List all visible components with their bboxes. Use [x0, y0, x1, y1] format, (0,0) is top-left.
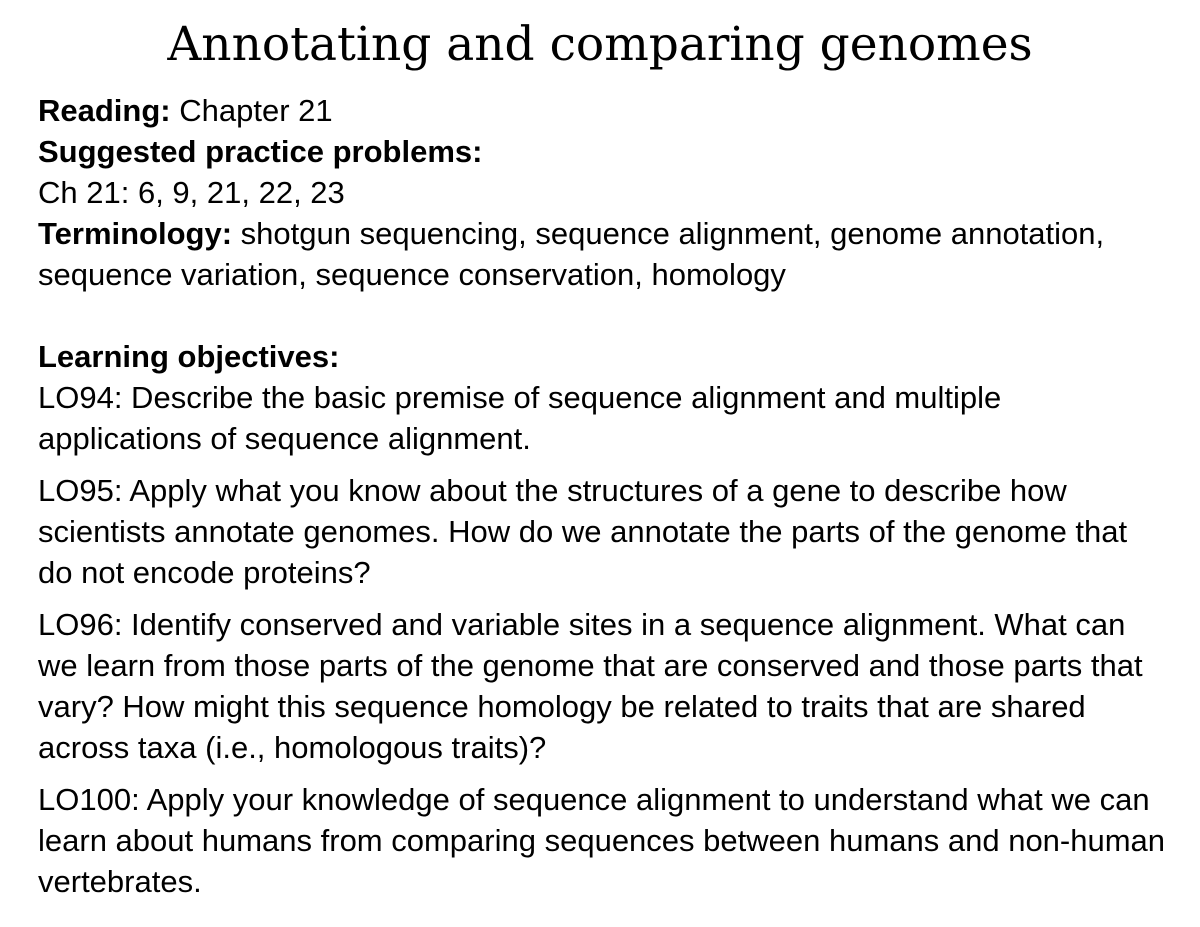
reading-line: [38, 90, 1168, 131]
page-title: Annotating and comparing genomes: [167, 17, 1033, 72]
objectives-heading: Learning objectives:: [38, 339, 340, 374]
objective-lo94: LO94: Describe the basic premise of sequence alignment and multiple applications of sequence alignment.: [38, 380, 1002, 456]
reading-label: Reading:: [38, 93, 171, 128]
terminology-label: Terminology:: [38, 216, 233, 251]
practice-value: Ch 21: 6, 9, 21, 22, 23: [38, 175, 345, 210]
objective-lo96: LO96: Identify conserved and variable sites in a sequence alignment. What can we learn from those parts of the genome that are conserved and those parts that vary? How might this sequence homology be related to traits that are shared across taxa (i.e., homologous traits)?: [38, 607, 1143, 765]
terminology-line: [38, 213, 1168, 295]
terminology-value: shotgun sequencing, sequence alignment, genome annotation, sequence variation, sequence conservation, homology: [38, 216, 1105, 292]
spacer: [38, 295, 1168, 336]
reading-value: Chapter 21: [170, 93, 333, 128]
objective-lo95: LO95: Apply what you know about the structures of a gene to describe how scientists annotate genomes. How do we annotate the parts of the genome that do not encode proteins?: [38, 473, 1128, 590]
objective-lo100: LO100: Apply your knowledge of sequence alignment to understand what we can learn about humans from comparing sequences between humans and non-human vertebrates.: [38, 782, 1166, 899]
slide-body: [38, 90, 1168, 913]
practice-label: Suggested practice problems:: [38, 134, 483, 169]
